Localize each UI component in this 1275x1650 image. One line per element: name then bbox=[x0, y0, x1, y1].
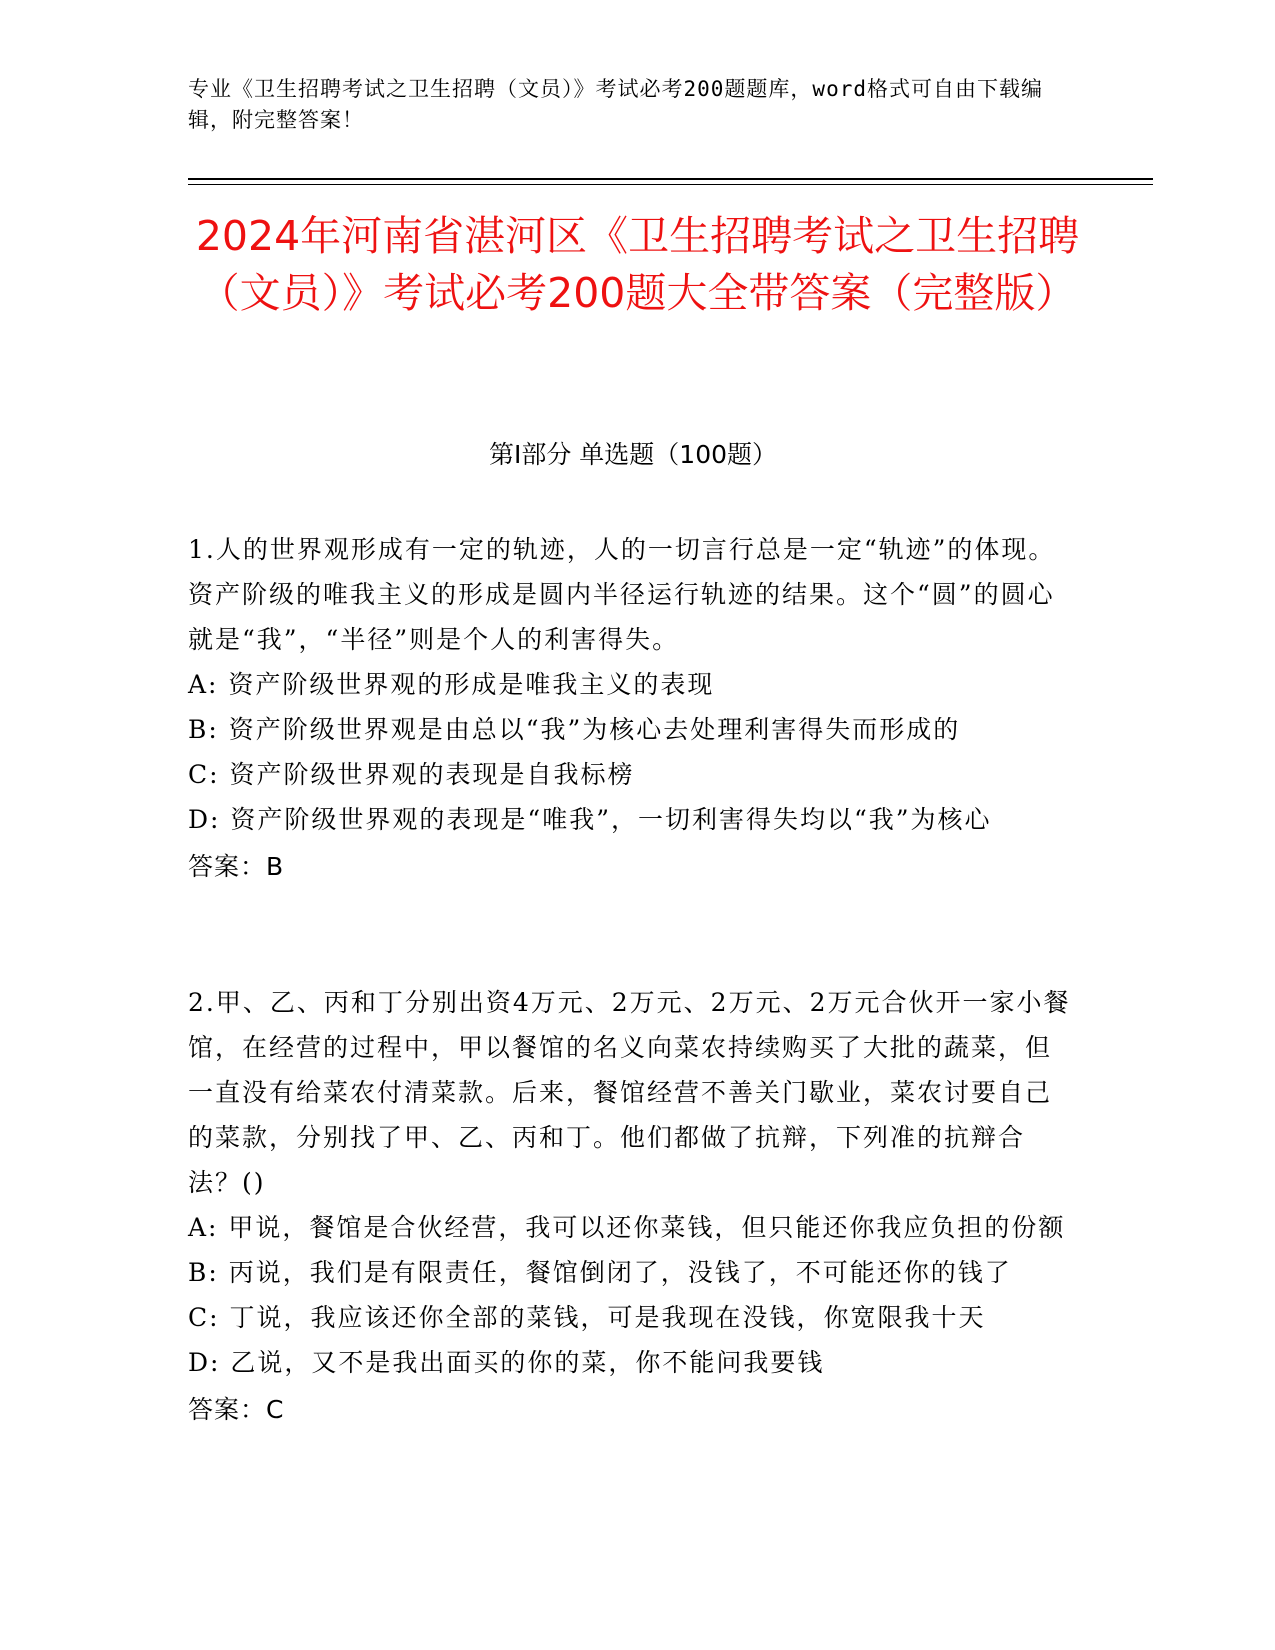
question-stem: 1.人的世界观形成有一定的轨迹，人的一切言行总是一定“轨迹”的体现。资产阶级的唯我主义的形成是圆内半径运行轨迹的结果。这个“圆”的圆心就是“我”，“半径”则是个人的利害得失。 bbox=[188, 535, 1056, 654]
document-title: 2024年河南省湛河区《卫生招聘考试之卫生招聘（文员）》考试必考200题大全带答案（完整版） bbox=[195, 212, 1080, 317]
option-b: B: 丙说，我们是有限责任，餐馆倒闭了，没钱了，不可能还你的钱了 bbox=[188, 1258, 1012, 1287]
question-2 bbox=[188, 980, 1078, 1435]
answer: 答案：B bbox=[188, 852, 285, 881]
header-divider-thin bbox=[188, 184, 1153, 185]
option-c: C: 资产阶级世界观的表现是自我标榜 bbox=[188, 760, 635, 789]
header-note: 专业《卫生招聘考试之卫生招聘（文员）》考试必考200题题库，word格式可自由下载编辑，附完整答案！ bbox=[188, 77, 1043, 132]
answer: 答案：C bbox=[188, 1395, 285, 1424]
question-1 bbox=[188, 527, 1078, 892]
question-stem: 2.甲、乙、丙和丁分别出资4万元、2万元、2万元、2万元合伙开一家小餐馆，在经营的过程中，甲以餐馆的名义向菜农持续购买了大批的蔬菜，但一直没有给菜农付清菜款。后来，餐馆经营不善关门歇业，菜农讨要自己的菜款，分别找了甲、乙、丙和丁。他们都做了抗辩，下列准的抗辩合法？() bbox=[188, 988, 1071, 1197]
option-a: A: 资产阶级世界观的形成是唯我主义的表现 bbox=[188, 670, 715, 699]
option-d: D: 乙说，又不是我出面买的你的菜，你不能问我要钱 bbox=[188, 1348, 825, 1377]
option-b: B: 资产阶级世界观是由总以“我”为核心去处理利害得失而形成的 bbox=[188, 715, 961, 744]
option-c: C: 丁说，我应该还你全部的菜钱，可是我现在没钱，你宽限我十天 bbox=[188, 1303, 986, 1332]
header-divider-thick bbox=[188, 178, 1153, 180]
section-title: 第Ⅰ部分 单选题（100题） bbox=[488, 440, 778, 469]
option-a: A: 甲说，餐馆是合伙经营，我可以还你菜钱，但只能还你我应负担的份额 bbox=[188, 1213, 1066, 1242]
option-d: D: 资产阶级世界观的表现是“唯我”，一切利害得失均以“我”为核心 bbox=[188, 805, 992, 834]
